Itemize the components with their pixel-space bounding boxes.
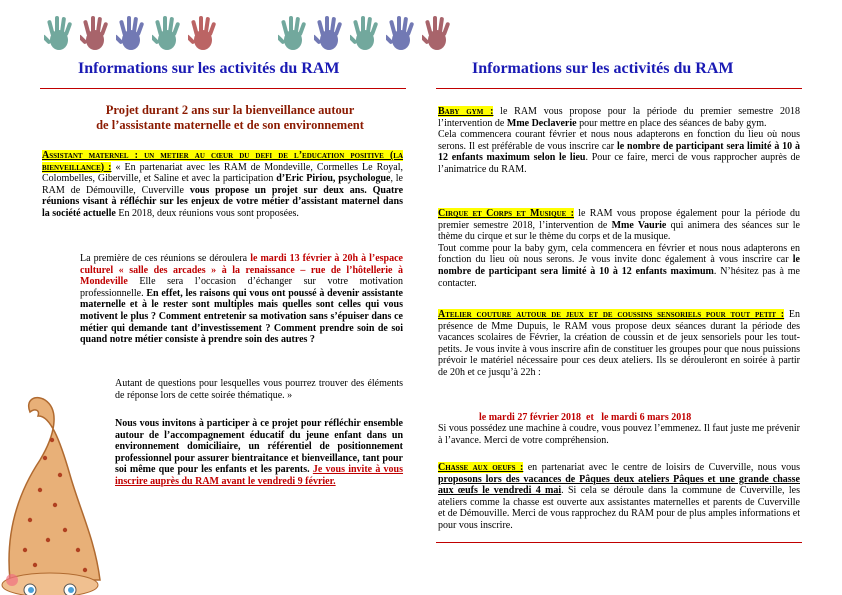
- baby-gym-text-a: le RAM vous propose pour la période du premier semestre 2018 l’intervention de: [438, 106, 800, 129]
- left-title-rule: [40, 88, 406, 89]
- cirque-limit: le nombre de participant sera limité à 10 à 12 enfants maximum: [438, 254, 800, 277]
- cirque-section: [438, 208, 800, 289]
- chasse-heading: Chasse aux oeufs :: [438, 462, 524, 473]
- hand-print-icon: [44, 14, 74, 52]
- first-meeting-paragraph: [80, 253, 403, 346]
- invitation-paragraph: [115, 418, 403, 488]
- chasse-bold-text: proposons lors des vacances de Pâques deux ateliers Pâques et une grande chasse aux œufs le vendredi 4 mai: [438, 473, 800, 497]
- baby-gym-text-b: pour mettre en place des séances de baby gym.: [576, 117, 767, 129]
- hand-print-icon: [386, 14, 416, 52]
- questions-closing-paragraph: [115, 378, 403, 401]
- baby-gym-heading: Baby gym :: [438, 106, 494, 117]
- chasse-text-a: en partenariat avec le centre de loisirs de Cuverville, nous vous: [523, 462, 801, 473]
- cirque-heading: Cirque et Corps et Musique :: [438, 208, 574, 219]
- hand-prints-left: [44, 14, 220, 58]
- baby-gym-instructor: Mme Declaverie: [506, 117, 577, 129]
- right-title-rule: [436, 88, 802, 89]
- hand-print-icon: [188, 14, 218, 52]
- hand-print-icon: [116, 14, 146, 52]
- project-title-line2: de l’assistante maternelle et de son environnement: [96, 118, 364, 132]
- assistant-section-heading: Assistant maternel : un metier au cœur du defi de l’education positive (la bienveillance) :: [42, 150, 403, 173]
- left-page-title: Informations sur les activités du RAM: [78, 60, 340, 77]
- project-title: [60, 103, 400, 133]
- cirque-text-b: qui animera des séances sur le thème du cirque et sur le thème du corps et de la musique.: [438, 219, 800, 243]
- meeting-text-a: La première de ces réunions se déroulera: [80, 253, 251, 264]
- meeting-text-b: Elle sera l’occasion d’échanger sur votre motivation professionnelle.: [80, 276, 403, 299]
- meeting-questions: En effet, les raisons qui vous ont poussé à devenir assistante maternelle et à le rester sont multiples mais quelles sont celles qui vous motivent le plus ? Comment entretenir sa motivation sans s’épuiser dans ce métier qui demande tant d’investissement ? Comment prendre soin de soi quand notre métier consiste à prendre soin des autres ?: [80, 287, 403, 346]
- cirque-p2-b: . N’hésitez pas à me contacter.: [438, 265, 800, 289]
- intro-bold-text: vous propose un projet sur deux ans. Quatre réunions visant à réfléchir sur les enjeux de votre métier d’assistant maternel dans la société actuelle: [42, 184, 404, 219]
- sewing-machine-text: Si vous possédez une machine à coudre, vous pouvez l’emmenez. Il faut juste me prévenir à l’avance. Merci de votre compréhension.: [438, 423, 800, 446]
- hand-print-icon: [278, 14, 308, 52]
- cirque-instructor: Mme Vaurie: [611, 219, 667, 231]
- hand-print-icon: [152, 14, 182, 52]
- closing-text: Autant de questions pour lesquelles vous pourrez trouver des éléments de réponse lors de cette soirée thématique. »: [115, 378, 403, 401]
- registration-deadline: Je vous invite à vous inscrire auprès du RAM avant le vendredi 9 février.: [115, 464, 404, 487]
- chasse-section: [438, 462, 800, 532]
- sewing-machine-note: [438, 423, 800, 446]
- baby-gym-p2-a: Cela commencera courant février et nous nous adapterons en fonction du lieu où nous serons. Il est préférable de vous inscrire car: [438, 129, 800, 152]
- project-title-line1: Projet durant 2 ans sur la bienveillance autour: [105, 103, 355, 117]
- atelier-text: En présence de Mme Dupuis, le RAM vous propose deux séances durant la période des vacances scolaires de Février, la création de coussin et de jeux sensoriels pour les tout-petits. Je vous invite à vous inscrire afin de constituer les groupes pour que nous puissions prévoir le matériel nécessaire pour ces deux ateliers. Ils se dérouleront en soirée à partir de 20h et ce jusqu’à 22h :: [438, 309, 801, 378]
- cirque-p2-a: Tout comme pour la baby gym, cela commencera en février et nous nous adapterons en fonction du lieu où nous serons. Je vous invite donc également à vous inscrire car: [438, 242, 800, 266]
- baby-gym-limit: le nombre de participant sera limité à 10 à 12 enfants maximum selon le lieu: [438, 140, 800, 164]
- gnome-illustration: [0, 380, 115, 595]
- chasse-text-b: . Si cela se déroule dans la commune de Cuverville, les ateliers comme la chasse est ouverte aux assistantes maternelles et parents de Cuverville et de Démouville. Merci de vous rapprochez du RAM pour de plus amples informations et pour vous inscrire.: [438, 485, 800, 531]
- baby-gym-section: [438, 106, 800, 176]
- right-bottom-rule: [436, 542, 802, 543]
- intro-text-a: « En partenariat avec les RAM de Mondeville, Cormelles Le Royal, Colombelles, Giberville, et Saline et avec la participation: [42, 161, 403, 185]
- atelier-heading: Atelier couture autour de jeux et de coussins sensoriels pour tout petit :: [438, 309, 785, 320]
- meeting-date-location: le mardi 13 février à 20h à l’espace culturel « salle des arcades » à la renaissance – rue de l’hôtellerie à Mondeville: [80, 253, 404, 288]
- hand-print-icon: [350, 14, 380, 52]
- hand-print-icon: [314, 14, 344, 52]
- right-page-title: Informations sur les activités du RAM: [472, 60, 734, 77]
- assistant-intro-paragraph: [42, 150, 403, 220]
- hand-print-icon: [422, 14, 452, 52]
- atelier-dates: [474, 400, 794, 423]
- intro-text-b: , le RAM de Démouville, Cuverville: [42, 173, 403, 196]
- atelier-dates-text: le mardi 27 février 2018 et le mardi 6 mars 2018: [479, 411, 692, 423]
- intro-text-c: En 2018, deux réunions vous sont proposées.: [115, 207, 299, 219]
- cirque-text-a: le RAM vous propose également pour la période du premier semestre 2018, l’intervention de: [438, 208, 800, 231]
- invitation-bold-text: Nous vous invitons à participer à ce projet pour réfléchir ensemble autour de l’accompagnement éducatif du jeune enfant dans un environnement domiciliaire, un référentiel de positionnement professionnel pour assurer bientraitance et bienveillance, tant pour soi même que pour les enfants et les parents.: [115, 418, 403, 476]
- baby-gym-p2-b: . Pour ce faire, merci de vous rapprocher auprès de l’animatrice du RAM.: [438, 152, 800, 175]
- hand-prints-right: [278, 14, 454, 58]
- hand-print-icon: [80, 14, 110, 52]
- atelier-section: [438, 309, 800, 379]
- intro-psychologist-name: d’Eric Piriou, psychologue: [276, 173, 391, 185]
